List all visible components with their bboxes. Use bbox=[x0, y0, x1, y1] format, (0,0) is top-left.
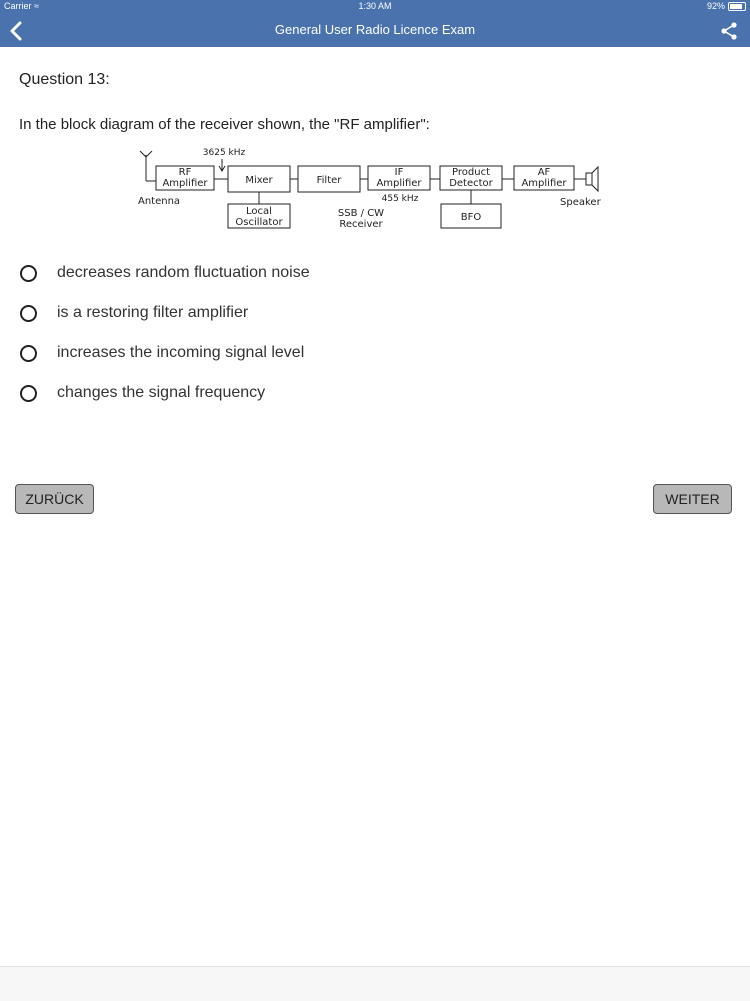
lo-label-1: Local bbox=[246, 206, 272, 217]
status-time: 1:30 AM bbox=[358, 1, 392, 11]
nav-title: General User Radio Licence Exam bbox=[274, 22, 476, 37]
answer-label: is a restoring filter amplifier bbox=[57, 304, 249, 321]
antenna-icon bbox=[140, 151, 156, 181]
if-frequency: 455 kHz bbox=[381, 194, 419, 204]
wifi-icon: ≈ bbox=[34, 1, 39, 11]
battery-icon bbox=[728, 2, 746, 11]
answer-label: changes the signal frequency bbox=[57, 384, 266, 401]
nav-bar bbox=[0, 14, 750, 47]
if-label-2: Amplifier bbox=[376, 178, 422, 189]
bfo-label: BFO bbox=[460, 212, 482, 223]
af-label-2: Amplifier bbox=[521, 178, 567, 189]
carrier-text: Carrier bbox=[4, 1, 32, 11]
status-bar bbox=[0, 0, 750, 14]
pd-label-2: Detector bbox=[449, 178, 493, 189]
speaker-label: Speaker bbox=[560, 197, 601, 208]
answer-list bbox=[20, 253, 310, 413]
speaker-icon bbox=[586, 167, 598, 191]
rf-label-2: Amplifier bbox=[162, 178, 208, 189]
rf-label-1: RF bbox=[178, 167, 192, 178]
next-button[interactable]: WEITER bbox=[653, 484, 732, 514]
filter-label: Filter bbox=[316, 175, 342, 186]
lo-label-2: Oscillator bbox=[235, 217, 283, 228]
answer-label: increases the incoming signal level bbox=[57, 344, 305, 361]
answer-option-4[interactable] bbox=[20, 373, 310, 413]
radio-icon[interactable] bbox=[20, 345, 37, 362]
radio-icon[interactable] bbox=[20, 305, 37, 322]
receiver-type-label-1: SSB / CW bbox=[337, 208, 385, 219]
answer-label: decreases random fluctuation noise bbox=[57, 264, 310, 281]
mixer-input-frequency: 3625 kHz bbox=[202, 148, 246, 158]
answer-option-3[interactable] bbox=[20, 333, 310, 373]
if-label-1: IF bbox=[394, 167, 404, 178]
share-button[interactable] bbox=[718, 20, 740, 42]
radio-icon[interactable] bbox=[20, 265, 37, 282]
question-text: In the block diagram of the receiver shown, the "RF amplifier": bbox=[19, 116, 430, 133]
receiver-type-label-2: Receiver bbox=[339, 219, 383, 230]
battery-percent: 92% bbox=[706, 1, 725, 11]
receiver-block-diagram bbox=[130, 143, 610, 238]
previous-button[interactable]: ZURÜCK bbox=[15, 484, 94, 514]
question-number: Question 13: bbox=[19, 71, 110, 88]
mixer-label: Mixer bbox=[245, 175, 273, 186]
pd-label-1: Product bbox=[452, 167, 490, 178]
af-label-1: AF bbox=[537, 167, 551, 178]
bottom-toolbar bbox=[0, 966, 750, 1001]
answer-option-1[interactable] bbox=[20, 253, 310, 293]
share-icon bbox=[718, 20, 740, 42]
answer-option-2[interactable] bbox=[20, 293, 310, 333]
antenna-label: Antenna bbox=[138, 196, 181, 207]
radio-icon[interactable] bbox=[20, 385, 37, 402]
battery-status bbox=[707, 1, 746, 11]
